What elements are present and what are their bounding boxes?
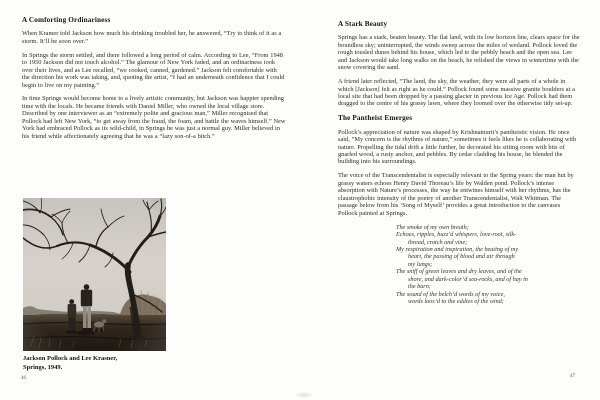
verse-line: shore, and dark-color’d sea-rocks, and of hay in — [408, 275, 528, 283]
verse-line: heart, the passing of blood and air through — [408, 253, 515, 261]
section-heading-comforting-ordinariness: A Comforting Ordinariness — [22, 16, 111, 24]
paragraph: The voice of the Transcendentalist is especially relevant to the Spring years: the man hut by grassy waters echoes Henry David Thoreau’s life by Walden pond. Pollock’s intense absorption with Nature’s processes, the way he entwines himself with her rhythms, has the claustrophobic intensity of the poetry of another Transcendentalist, Walt Whitman. The passage below from his ‘Song of Myself’ provides a great introduction to the canvases Pollock painted at Springs. — [338, 172, 574, 217]
page-right — [338, 20, 581, 306]
paragraph: In time Springs would become home to a lively artistic community, but Jackson was happier spending time with the locals. He became friends with Daniel Miller, who owned the local village store. Described by one interviewer as an “extremely polite and gracious man,” Miller recognised that Pollock had left New York, “to get away from the fraud, the foam, and battle the waves himself.” New York had embraced Pollock as its wild-child, in Springs he was just a normal guy. Miller believed in his friend while affectionately agreeing that he was a “lazy son-of-a bitch.” — [22, 95, 286, 140]
verse-line: The smoke of my own breath; — [396, 223, 469, 231]
verse-line: my lungs; — [408, 260, 433, 268]
paragraph: Pollock’s appreciation of nature was shaped by Krishnamurti’s pantheistic vision. He once said, “My concern is the rhythms of nature,” sometimes it feels likes he is collaborating with nature. Propelling the tidal drift a little further, he decorated his sitting room with bits of gnarled wood, a rusty anchor, and pebbles. By cedar cladding his house, he blended the building into his surroundings. — [338, 128, 577, 166]
verse-line: The sound of the belch’d words of my voice, — [396, 290, 505, 298]
verse-line: the barn; — [408, 283, 431, 291]
pollock-krasner-photo — [23, 198, 166, 351]
whitman-verse-blockquote — [396, 224, 581, 306]
caption-line: Jackson Pollock and Lee Krasner, — [23, 355, 118, 362]
verse-line: The sniff of green leaves and dry leaves, and of the — [396, 268, 522, 276]
verse-line: words loos’d to the eddies of the wind; — [408, 298, 504, 306]
section-heading-stark-beauty: A Stark Beauty — [338, 20, 388, 28]
page-gutter-shadow — [294, 392, 314, 398]
paragraph: Springs has a stark, beaten beauty. The flat land, with its low horizon line, clears space for the boundless sky; uninterrupted, the winds sweep across the miles of wetland. Pollock loved the rough tousled dunes behind his house, which led to the pebbly beach and the open sea. Lee and Jackson would take long walks on the beach, he relished the views in wintertime with the snow covering the sand. — [338, 34, 580, 72]
paragraph: A friend later reflected, “The land, the sky, the weather, they were all parts of a whole in which [Jackson] felt as right as he could.” Pollock found some massive granite boulders at a local site that had been dropped by a passing glacier in previous Ice Age. Pollock had them dragged to the centre of his grassy lawn, where they loomed over the otherwise tidy set-up. — [338, 78, 575, 108]
verse-line: Echoes, ripples, buzz’d whispers, love-root, silk- — [396, 231, 517, 239]
paragraph: In Springs the storm settled, and there followed a long period of calm. According to Lee, “From 1948 to 1950 Jackson did not touch alcohol.” The glamour of New York faded, and an ordinariness took over their lives, and as Lee recalled, “we cooked, canned, gardened.” Jackson felt comfortable with the direction his work was taking, and, quoting the artist, “I had an underneath confidence that I could begin to live on my painting.” — [22, 51, 285, 89]
page-left — [22, 16, 286, 371]
page-number-right: 47 — [570, 374, 575, 379]
photo-caption — [23, 355, 166, 372]
paragraph: When Kramer told Jackson how much his drinking troubled her, he answered, “Try to think of it as a storm. It’ll be soon over.” — [22, 30, 282, 45]
verse-line: thread, crotch and vine; — [408, 238, 468, 246]
section-heading-pantheist-emerges: The Pantheist Emerges — [338, 114, 413, 123]
photo-figure — [23, 198, 166, 372]
verse-line: My respiration and inspiration, the beating of my — [396, 246, 519, 254]
page-number-left: 46 — [21, 376, 26, 381]
caption-line: Springs, 1949. — [23, 363, 63, 371]
